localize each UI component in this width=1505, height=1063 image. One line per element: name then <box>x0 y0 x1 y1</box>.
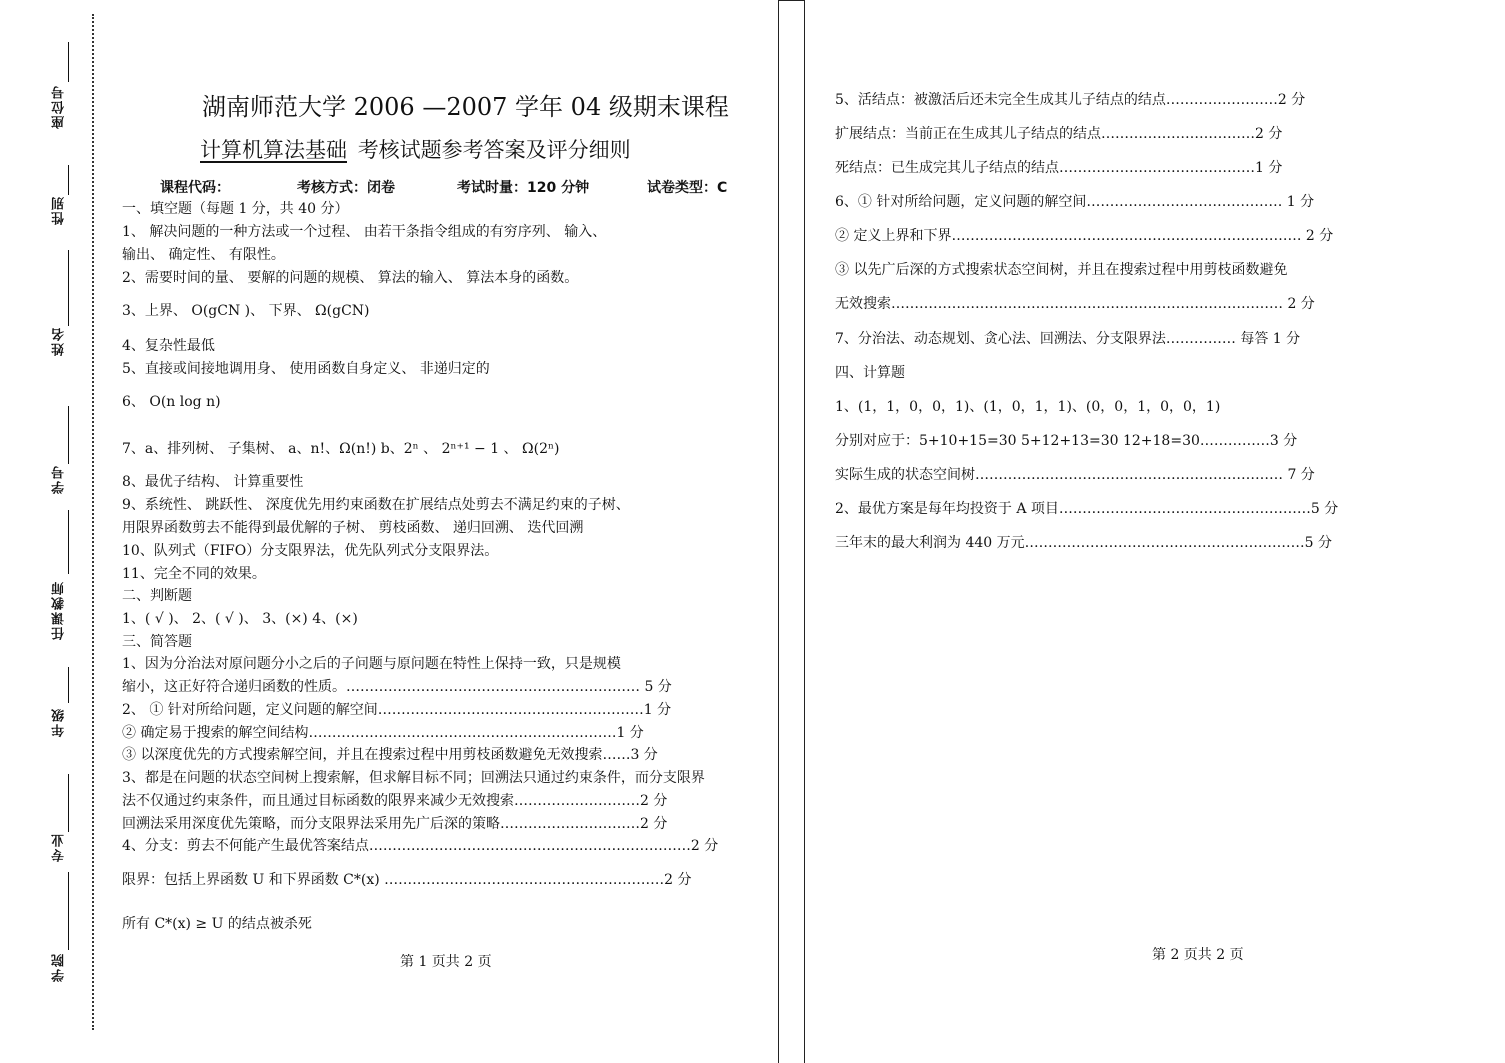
answer-line: 4、分支：剪去不何能产生最优答案结点……………………………………………………………2 分 <box>122 838 719 854</box>
major-field <box>40 832 80 882</box>
exam-method: 考核方式：闭卷 <box>297 180 395 196</box>
subtitle-rest: 考核试题参考答案及评分细则 <box>357 138 631 162</box>
answer-line: 限界：包括上界函数 U 和下界函数 C*(x) ……………………………………………………2 分 <box>122 872 692 888</box>
gender-field <box>40 195 80 245</box>
answer-line: 无效搜索………………………………………………………………………… 2 分 <box>835 296 1315 312</box>
teacher-label: 任课教师 <box>52 580 67 640</box>
course-code: 课程代码： <box>160 180 230 196</box>
answer-line: ② 确定易于搜索的解空间结构…………………………………………………………1 分 <box>122 725 644 741</box>
answer-line: 三年末的最大利润为 440 万元……………………………………………………5 分 <box>835 535 1332 551</box>
exam-title: 湖南师范大学 2006 —2007 学年 04 级期末课程 <box>202 93 729 121</box>
answer-line: 缩小，这正好符合递归函数的性质。……………………………………………………… 5 分 <box>122 679 672 695</box>
answer-line: 法不仅通过约束条件，而且通过目标函数的限界来减少无效搜索………………………2 分 <box>122 793 668 809</box>
name-underline <box>68 250 69 326</box>
answer-line: 5、直接或间接地调用身、 使用函数自身定义、 非递归定的 <box>122 361 490 377</box>
college-field <box>40 952 80 1002</box>
teacher-field <box>40 580 80 660</box>
section-4-heading: 四、计算题 <box>835 365 905 381</box>
page-2-footer: 第 2 页共 2 页 <box>1152 947 1244 963</box>
binding-margin <box>0 0 100 1063</box>
student-id-label: 学号 <box>52 464 67 494</box>
page-1-footer: 第 1 页共 2 页 <box>400 954 492 970</box>
answer-line: 10、队列式（FIFO）分支限界法，优先队列式分支限界法。 <box>122 543 499 559</box>
page-divider-right <box>804 0 805 1063</box>
gender-underline <box>68 165 69 195</box>
course-name: 计算机算法基础 <box>200 138 347 162</box>
answer-line: 2、需要时间的量、 要解的问题的规模、 算法的输入、 算法本身的函数。 <box>122 270 579 286</box>
paper-type: 试卷类型：C <box>647 180 728 196</box>
page-divider-left <box>778 0 779 1063</box>
answer-line: 死结点：已生成完其儿子结点的结点……………………………………1 分 <box>835 160 1283 176</box>
section-3-heading: 三、简答题 <box>122 634 192 650</box>
answer-line: 输出、 确定性、 有限性。 <box>122 247 285 263</box>
answer-line: 1、( √ )、 2、( √ )、 3、(×) 4、(×) <box>122 611 358 627</box>
grade-label: 年级 <box>52 707 67 737</box>
answer-line: 扩展结点：当前正在生成其儿子结点的结点……………………………2 分 <box>835 126 1283 142</box>
answer-line: 6、① 针对所给问题，定义问题的解空间…………………………………… 1 分 <box>835 194 1315 210</box>
dotted-cut-line <box>92 14 94 1030</box>
answer-line: 分别对应于：5+10+15=30 5+12+13=30 12+18=30……………3 分 <box>835 433 1298 449</box>
teacher-underline <box>68 510 69 574</box>
answer-line: 用限界函数剪去不能得到最优解的子树、 剪枝函数、 递归回溯、 迭代回溯 <box>122 520 584 536</box>
answer-line: 3、上界、 O(gCN )、 下界、 Ω(gCN) <box>122 303 370 319</box>
answer-line: 7、分治法、动态规划、贪心法、回溯法、分支限界法…………… 每答 1 分 <box>835 331 1301 347</box>
exam-subtitle <box>196 136 631 164</box>
name-field <box>40 326 80 376</box>
major-label: 专业 <box>52 832 67 862</box>
answer-line: 所有 C*(x) ≥ U 的结点被杀死 <box>122 916 312 932</box>
grade-underline <box>68 667 69 703</box>
answer-line: 1、 解决问题的一种方法或一个过程、 由若干条指令组成的有穷序列、 输入、 <box>122 224 607 240</box>
answer-line: 6、 O(n log n) <box>122 394 221 410</box>
grade-field <box>40 707 80 757</box>
answer-line: 3、都是在问题的状态空间树上搜索解，但求解目标不同；回溯法只通过约束条件，而分支限界 <box>122 770 705 786</box>
name-label: 姓名 <box>52 326 67 356</box>
college-underline <box>68 872 69 950</box>
answer-line: ③ 以深度优先的方式搜索解空间，并且在搜索过程中用剪枝函数避免无效搜索……3 分 <box>122 747 658 763</box>
answer-line: 1、(1，1，0，0，1)、(1，0，1，1)、(0，0，1，0，0，1) <box>835 399 1221 415</box>
answer-line: 9、系统性、 跳跃性、 深度优先用约束函数在扩展结点处剪去不满足约束的子树、 <box>122 497 630 513</box>
seat-number-label: 座位号 <box>52 84 67 129</box>
major-underline <box>68 774 69 832</box>
answer-line: 8、最优子结构、 计算重要性 <box>122 474 304 490</box>
seat-number-field <box>40 84 80 164</box>
answer-line: ③ 以先广后深的方式搜索状态空间树，并且在搜索过程中用剪枝函数避免 <box>835 262 1288 278</box>
seat-number-underline <box>68 42 69 82</box>
answer-line: 2、 ① 针对所给问题，定义问题的解空间…………………………………………………1 分 <box>122 702 672 718</box>
student-id-underline <box>68 406 69 464</box>
student-id-field <box>40 464 80 514</box>
answer-line: ② 定义上界和下界………………………………………………………………… 2 分 <box>835 228 1334 244</box>
answer-line: 7、a、排列树、 子集树、 a、n!、Ω(n!) b、2ⁿ 、 2ⁿ⁺¹ − 1 、 Ω(2ⁿ) <box>122 441 560 457</box>
answer-line: 回溯法采用深度优先策略，而分支限界法采用先广后深的策略…………………………2 分 <box>122 816 668 832</box>
gender-label: 性别 <box>52 195 67 225</box>
exam-time: 考试时量：120 分钟 <box>457 180 590 196</box>
answer-line: 11、完全不同的效果。 <box>122 566 266 582</box>
answer-line: 5、活结点：被激活后还未完全生成其儿子结点的结点……………………2 分 <box>835 92 1306 108</box>
section-1-heading: 一、填空题（每题 1 分，共 40 分） <box>122 201 349 217</box>
answer-line: 1、因为分治法对原问题分小之后的子问题与原问题在特性上保持一致，只是规模 <box>122 656 621 672</box>
page-divider-cap <box>778 0 804 1</box>
college-label: 学院 <box>52 952 67 982</box>
answer-line: 实际生成的状态空间树………………………………………………………… 7 分 <box>835 467 1315 483</box>
section-2-heading: 二、判断题 <box>122 588 192 604</box>
answer-line: 2、最优方案是每年均投资于 A 项目………………………………………………5 分 <box>835 501 1339 517</box>
answer-line: 4、复杂性最低 <box>122 338 215 354</box>
